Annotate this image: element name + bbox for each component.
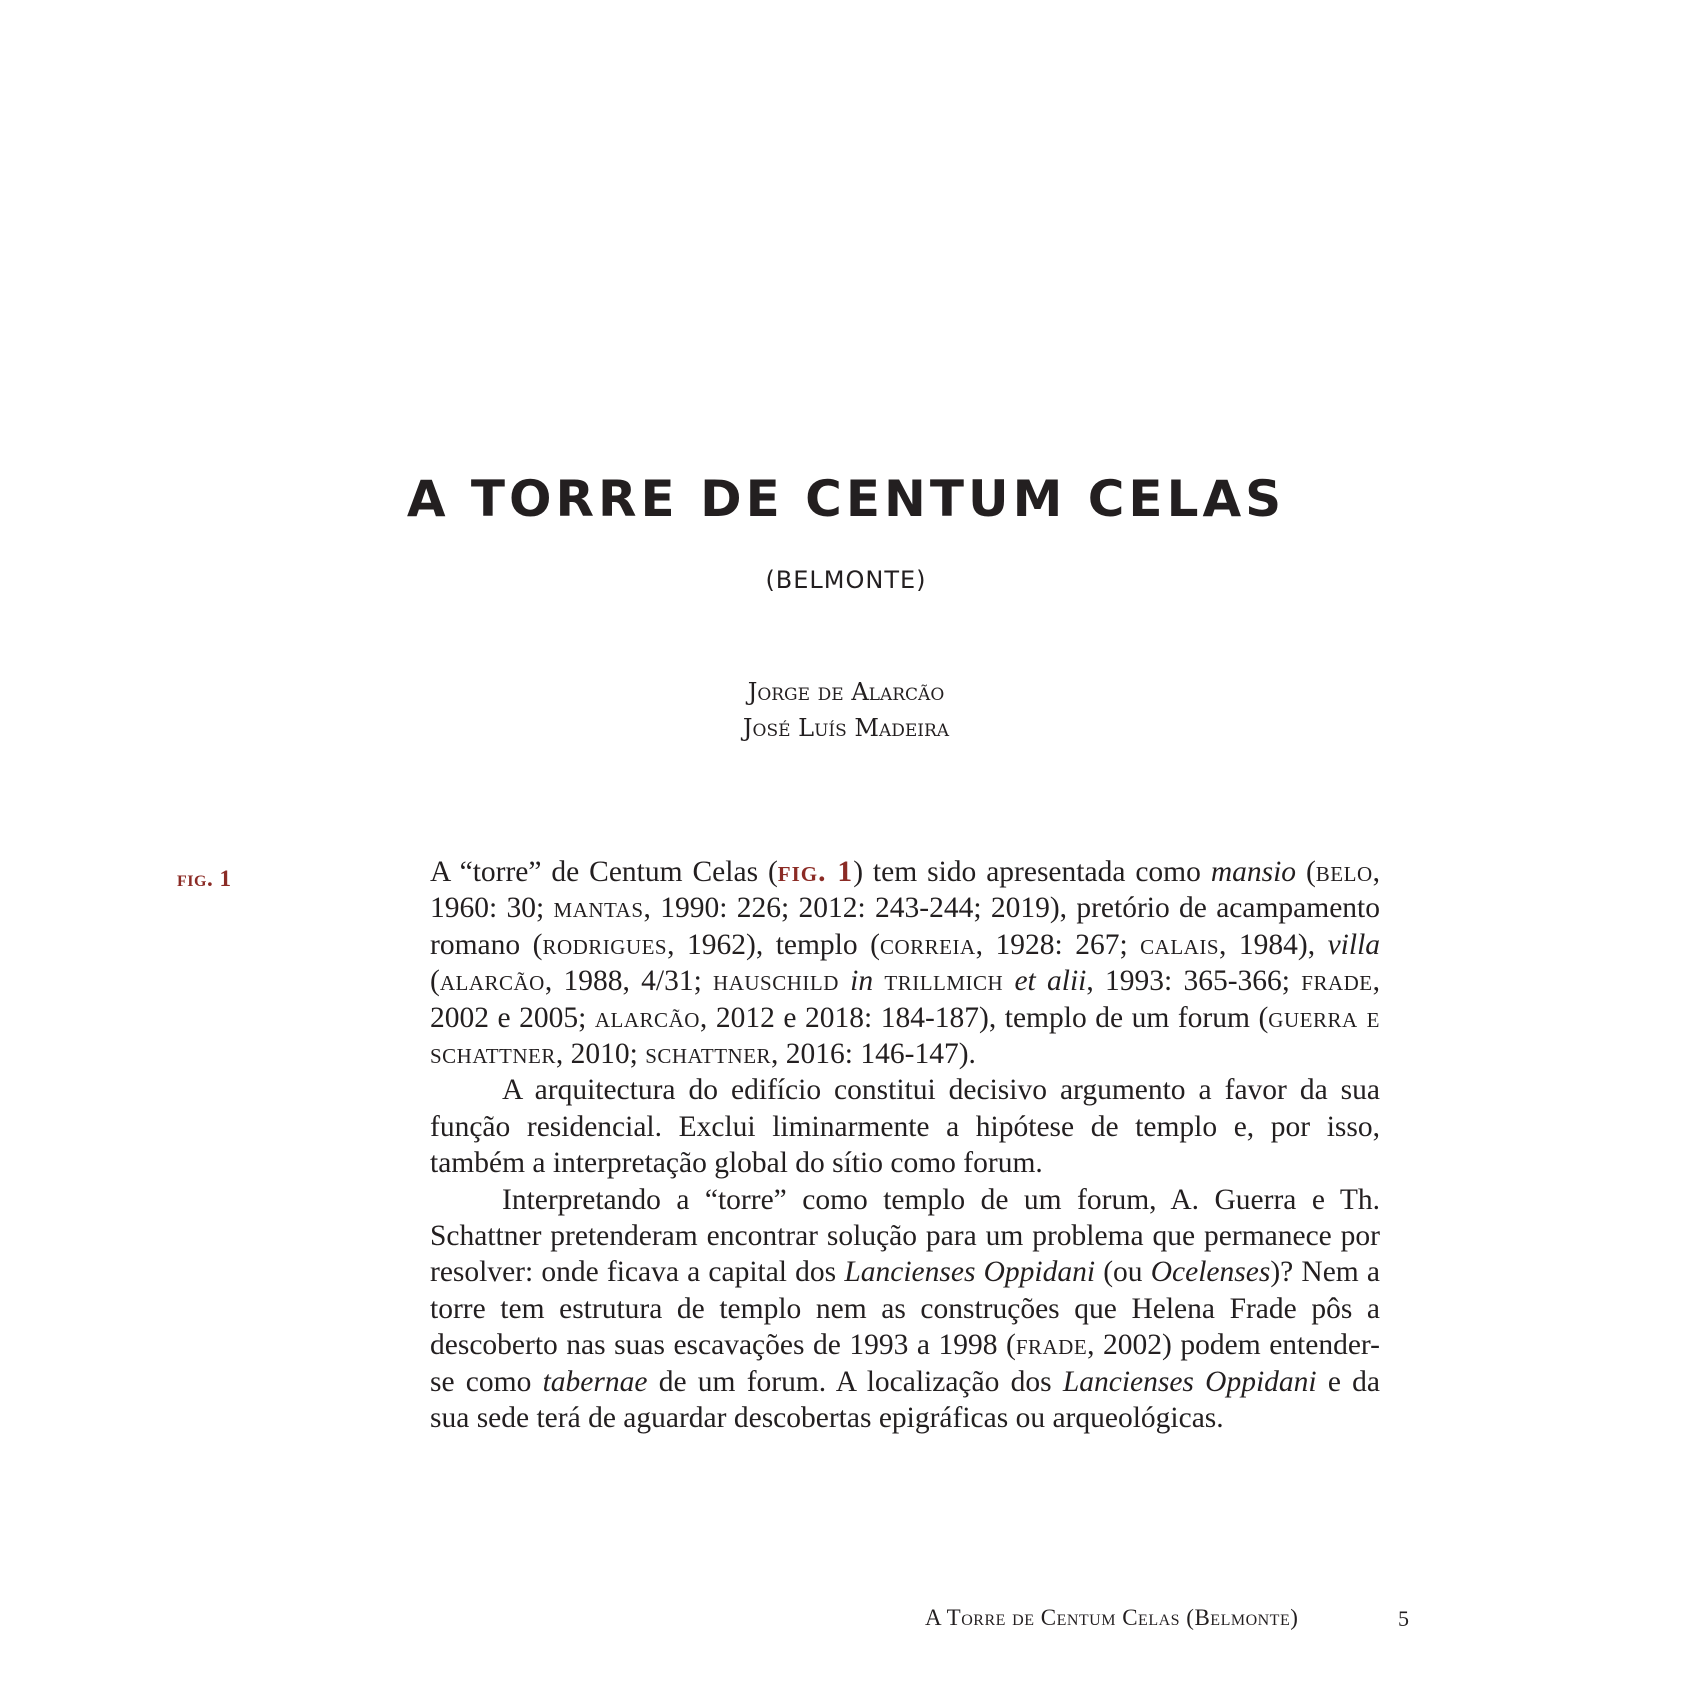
page-number: 5 — [1398, 1606, 1409, 1631]
citation-author: frade — [1301, 965, 1373, 998]
paragraph-3: Interpretando a “torre” como templo de um forum, A. Guerra e Th. Schattner pretenderam encontrar solução para um problema que permanece por resolver: onde ficava a capital dos Lancienses Oppidani (ou Ocelenses)? Nem a torre tem estrutura de templo nem as construções que Helena Frade pôs a descoberto nas suas escavações de 1993 a 1998 (frade, 2002) podem entender-se como tabernae de um forum. A localização dos Lancienses Oppidani e da sua sede terá de aguardar descobertas epigráficas ou arqueológicas. — [430, 1183, 1381, 1435]
citation-author: guerra e schattner — [430, 1001, 1380, 1071]
citation-author: hauschild — [713, 965, 839, 998]
citation-author: belo — [1315, 856, 1373, 888]
citation-author: schattner — [645, 1038, 772, 1071]
citation-author: correia — [879, 928, 976, 961]
margin-figure-label: fig. 1 — [177, 866, 232, 891]
author-name: Jorge de Alarcão — [747, 678, 945, 706]
citation-author: frade — [1015, 1329, 1088, 1362]
page-subtitle: (BELMONTE) — [765, 566, 927, 594]
citation-author: trillmich — [884, 965, 1004, 998]
running-footer-title: A Torre de Centum Celas (Belmonte) — [925, 1605, 1299, 1630]
paragraph-1: A “torre” de Centum Celas (fig. 1) tem sido apresentada como mansio (belo, 1960: 30; mantas, 1990: 226; 2012: 243-244; 2019), pretório de acampamento romano (rodrigues, 1962), templo (correia, 1928: 267; calais, 1984), villa (alarcão, 1988, 4/31; hauschild in trillmich et alii, 1993: 365-366; frade, 2002 e 2005; alarcão, 2012 e 2018: 184-187), templo de um forum (guerra e schattner, 2010; schattner, 2016: 146-147). — [430, 856, 1381, 1071]
figure-reference-link[interactable]: fig. 1 — [777, 856, 854, 888]
margin-figure-reference — [177, 866, 231, 892]
article-body — [430, 854, 1380, 1437]
page-title: A TORRE DE CENTUM CELAS — [406, 470, 1286, 528]
citation-author: rodrigues — [542, 928, 668, 961]
citation-author: alarcão — [439, 965, 545, 998]
citation-author: alarcão — [594, 1001, 700, 1034]
paragraph-2: A arquitectura do edifício constitui decisivo argumento a favor da sua função residencial. Exclui liminarmente a hipótese de templo e, por isso, também a interpretação global do sítio como forum. — [430, 1074, 1380, 1180]
citation-author: mantas — [553, 892, 644, 925]
author-name: José Luís Madeira — [742, 714, 950, 742]
citation-author: calais — [1140, 928, 1219, 961]
author-list — [0, 674, 1692, 746]
